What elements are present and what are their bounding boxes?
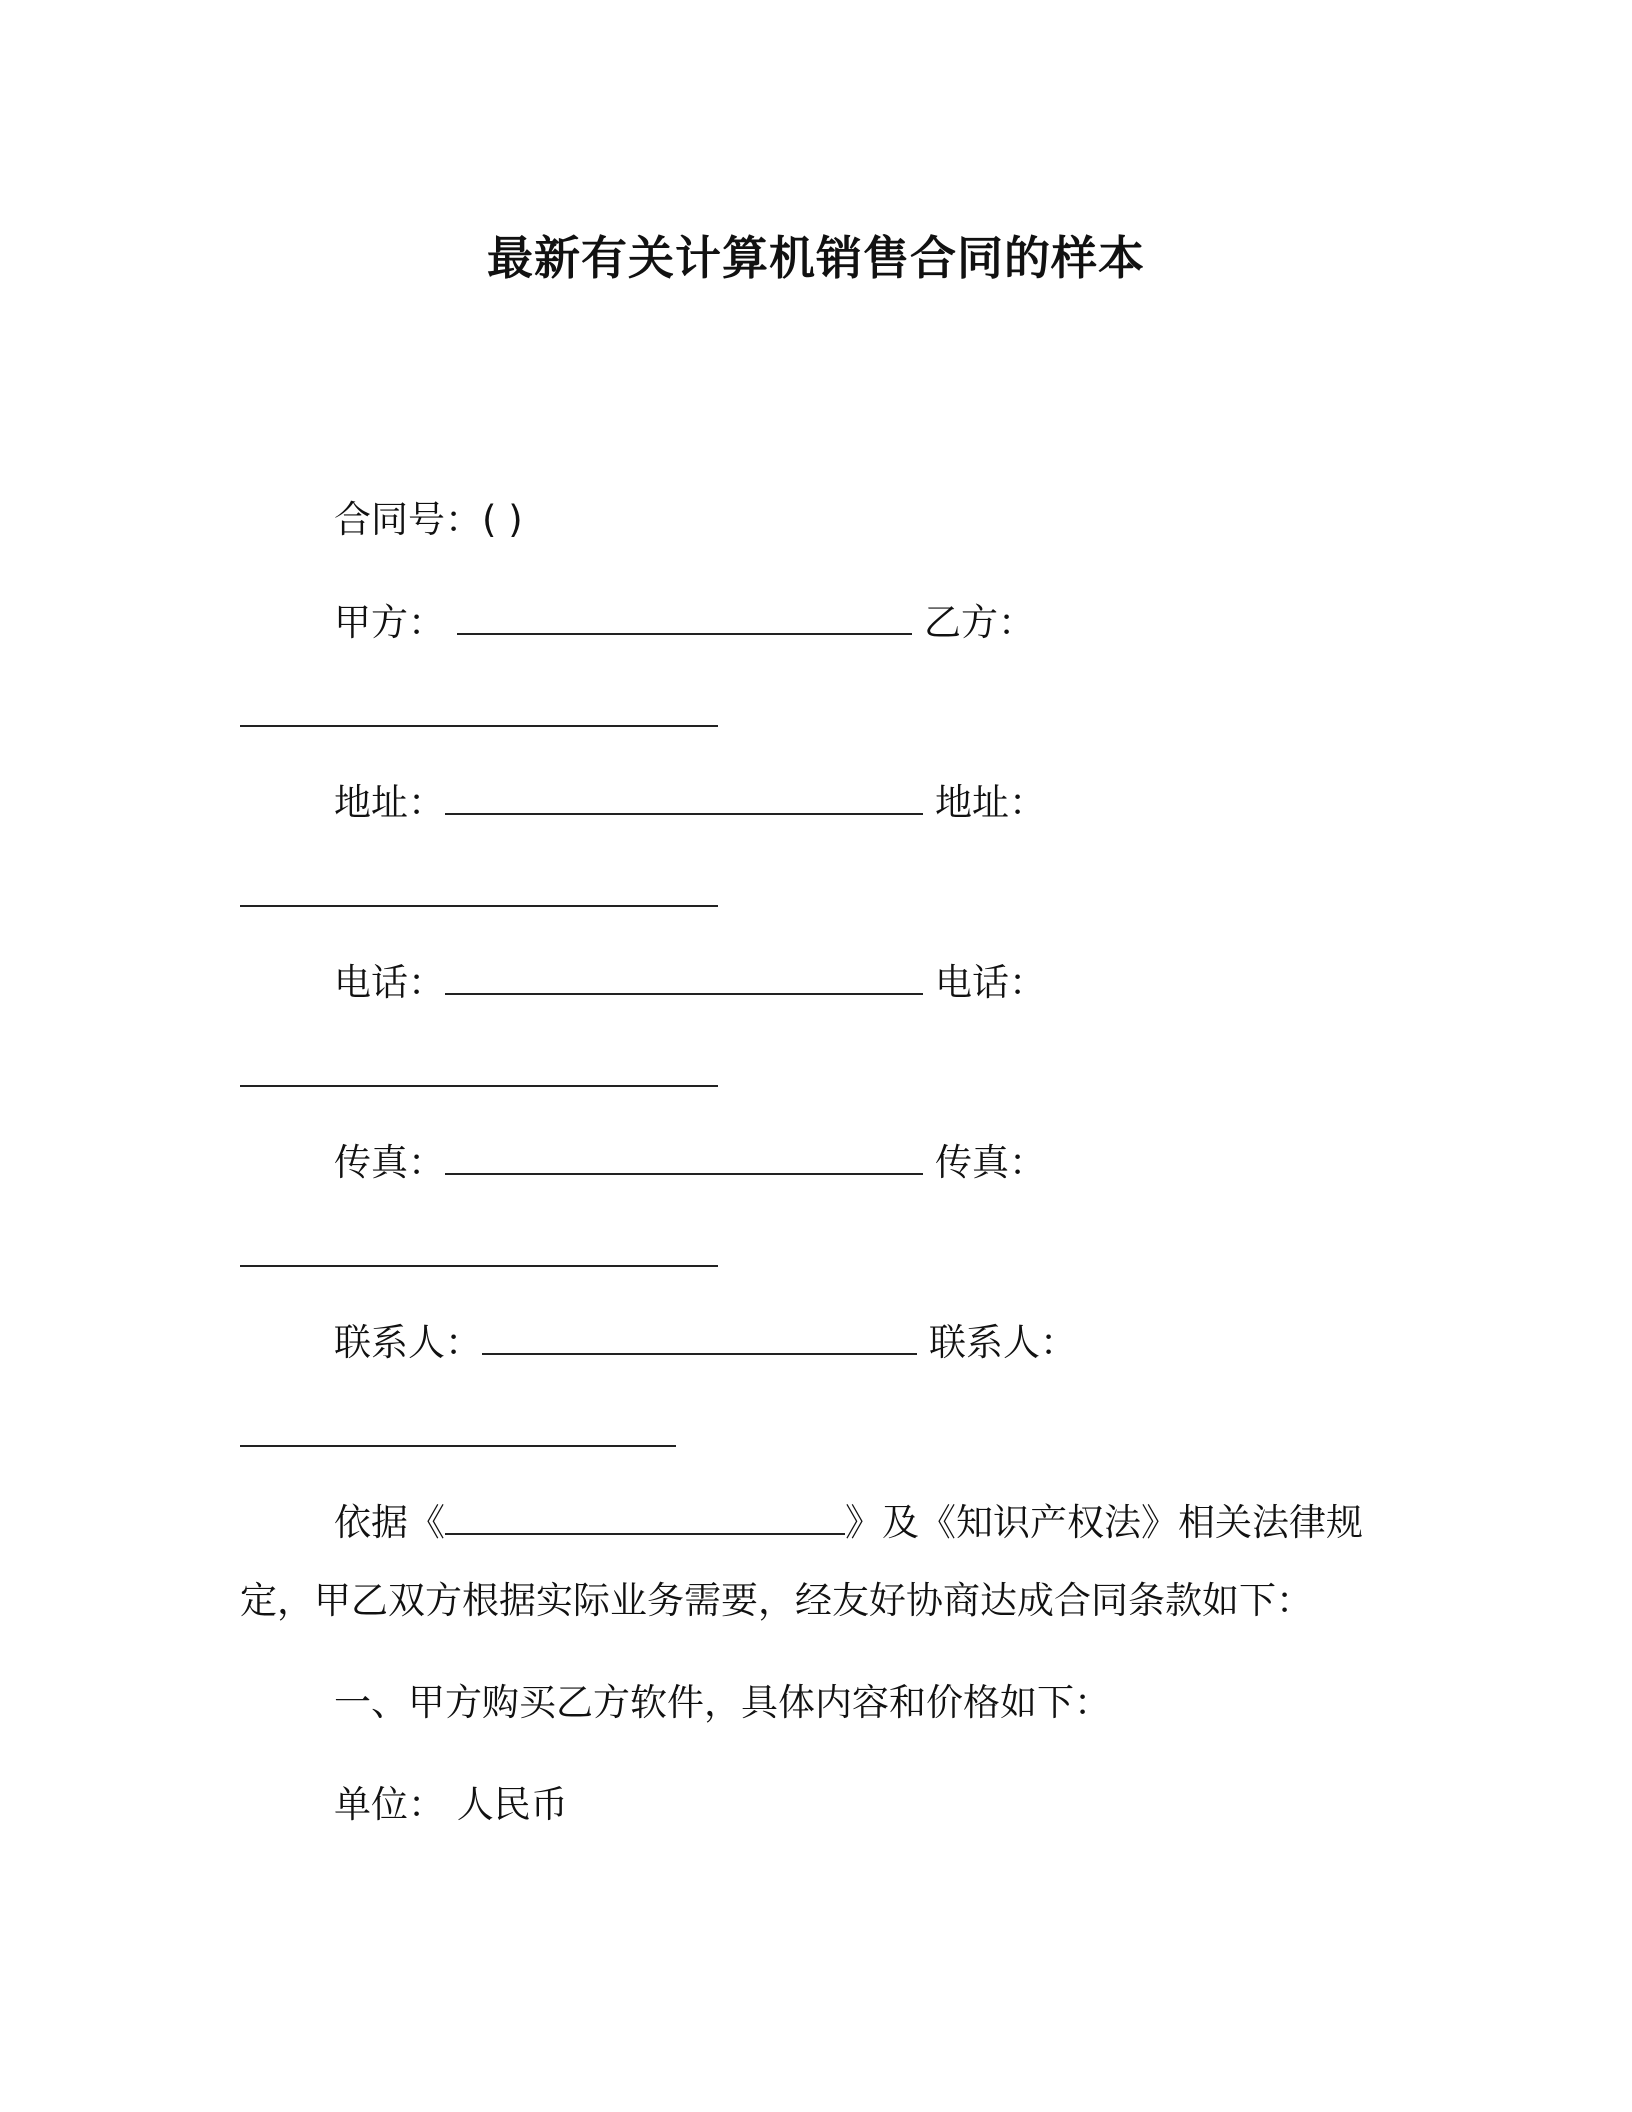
contract-number-line: 合同号：( ) <box>334 498 523 541</box>
fax-a-blank[interactable] <box>445 1143 923 1175</box>
phone-a-label: 电话： <box>334 961 445 1004</box>
contact-b-blank[interactable] <box>240 1445 676 1447</box>
party-a-label: 甲方： <box>334 601 445 644</box>
document-title: 最新有关计算机销售合同的样本 <box>487 231 1145 285</box>
address-a-blank[interactable] <box>445 783 923 815</box>
currency-unit-line: 单位： 人民币 <box>334 1783 568 1826</box>
address-b-label: 地址： <box>935 781 1046 824</box>
phone-line <box>334 960 1046 1006</box>
basis-prefix: 依据《 <box>334 1501 445 1544</box>
party-b-blank[interactable] <box>240 725 718 727</box>
party-line <box>334 600 1035 646</box>
basis-line-1 <box>334 1500 1363 1546</box>
basis-suffix: 》及《知识产权法》相关法律规 <box>845 1501 1363 1544</box>
address-b-blank[interactable] <box>240 905 718 907</box>
contact-a-label: 联系人： <box>334 1321 482 1364</box>
address-line <box>334 780 1046 826</box>
party-b-label: 乙方： <box>924 601 1035 644</box>
phone-b-blank[interactable] <box>240 1085 718 1087</box>
law-name-blank[interactable] <box>445 1503 845 1535</box>
contact-a-blank[interactable] <box>482 1323 917 1355</box>
party-a-blank[interactable] <box>457 603 912 635</box>
contact-b-label: 联系人： <box>929 1321 1077 1364</box>
phone-b-label: 电话： <box>935 961 1046 1004</box>
address-a-label: 地址： <box>334 781 445 824</box>
phone-a-blank[interactable] <box>445 963 923 995</box>
fax-a-label: 传真： <box>334 1141 445 1184</box>
basis-line-2: 定，甲乙双方根据实际业务需要，经友好协商达成合同条款如下： <box>240 1579 1313 1622</box>
contact-line <box>334 1320 1077 1366</box>
fax-line <box>334 1140 1046 1186</box>
fax-b-label: 传真： <box>935 1141 1046 1184</box>
clause-one: 一、甲方购买乙方软件，具体内容和价格如下： <box>334 1681 1111 1724</box>
fax-b-blank[interactable] <box>240 1265 718 1267</box>
